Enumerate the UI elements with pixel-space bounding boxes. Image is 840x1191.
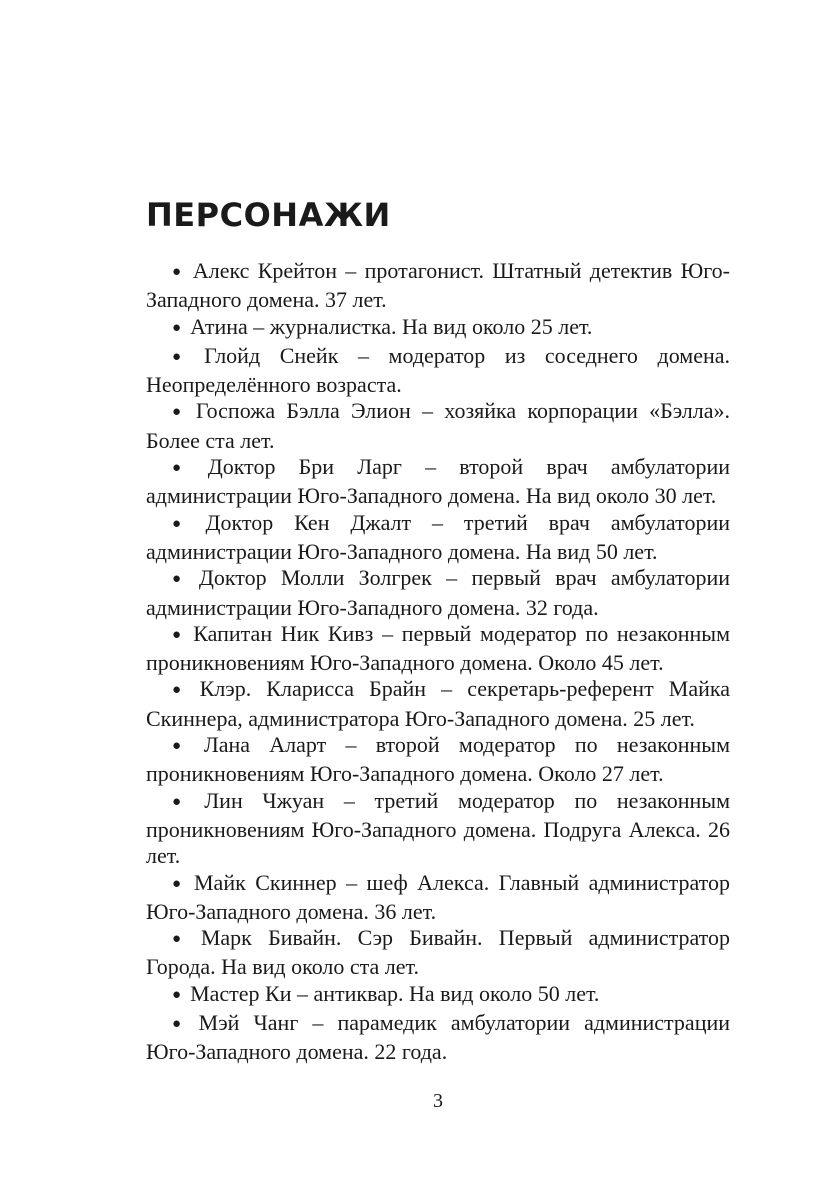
character-entry [146, 343, 730, 399]
character-entry [146, 398, 730, 454]
character-entry [146, 676, 730, 732]
character-text: Госпожа Бэлла Элион – хозяйка корпорации «Бэлла». Более ста лет. [146, 398, 731, 453]
character-text: Капитан Ник Кивз – первый модератор по незаконным проникновениям Юго-Западного домена. Около 45 лет. [146, 620, 730, 676]
character-entry [146, 1010, 730, 1066]
character-entry [146, 870, 730, 926]
character-text: Алекс Крейтон – протагонист. Штатный детектив Юго-Западного домена. 37 лет. [146, 258, 730, 313]
page-number: 3 [433, 1090, 443, 1112]
character-entry [146, 981, 730, 1010]
character-text: Мастер Ки – антиквар. На вид около 50 лет. [190, 980, 600, 1006]
character-text: Мэй Чанг – парамедик амбулатории администрации Юго-Западного домена. 22 года. [146, 1010, 731, 1065]
bullet-icon: ● [172, 875, 185, 892]
bullet-icon: ● [172, 1016, 190, 1033]
character-text: Доктор Кен Джалт – третий врач амбулатории администрации Юго-Западного домена. На вид 50 лет. [146, 509, 730, 564]
character-entry [146, 732, 730, 788]
bullet-icon: ● [172, 515, 197, 532]
bullet-icon: ● [172, 404, 187, 421]
page-title: ПЕРСОНАЖИ [146, 196, 391, 234]
character-text: Лин Чжуан – третий модератор по незаконным проникновениям Юго-Западного домена. Подруга Алекса. 26 лет. [146, 787, 730, 869]
bullet-icon: ● [172, 264, 184, 280]
character-text: Клэр. Кларисса Брайн – секретарь-референт Майка Скиннера, администратора Юго-Западного домена. 25 лет. [146, 676, 730, 731]
bullet-icon: ● [172, 682, 191, 699]
character-text: Марк Бивайн. Сэр Бивайн. Первый администратор Города. На вид около ста лет. [146, 925, 731, 980]
character-text: Атина – журналистка. На вид около 25 лет. [190, 313, 593, 339]
character-text: Доктор Бри Ларг – второй врач амбулатории администрации Юго-Западного домена. На вид около 30 лет. [146, 454, 730, 509]
character-entry [146, 454, 730, 510]
bullet-icon: ● [172, 460, 199, 477]
bullet-icon: ● [172, 931, 192, 948]
character-list [146, 258, 730, 1066]
character-entry [146, 788, 730, 870]
character-entry [146, 258, 730, 314]
character-text: Глойд Снейк – модератор из соседнего домена. Неопределённого возраста. [146, 342, 730, 398]
bullet-icon: ● [172, 319, 182, 336]
bullet-icon: ● [172, 793, 196, 810]
character-text: Лана Аларт – второй модератор по незаконным проникновениям Юго-Западного домена. Около 27 лет. [146, 732, 730, 787]
character-entry [146, 510, 730, 566]
character-text: Доктор Молли Золгрек – первый врач амбулатории администрации Юго-Западного домена. 32 года. [146, 565, 731, 620]
bullet-icon: ● [172, 738, 195, 755]
bullet-icon: ● [172, 571, 190, 588]
character-text: Майк Скиннер – шеф Алекса. Главный администратор Юго-Западного домена. 36 лет. [146, 869, 730, 924]
character-entry [146, 565, 730, 621]
bullet-icon: ● [172, 626, 185, 643]
bullet-icon: ● [172, 986, 182, 1003]
character-entry [146, 925, 730, 981]
bullet-icon: ● [172, 348, 196, 365]
character-entry [146, 621, 730, 677]
character-entry [146, 314, 730, 343]
